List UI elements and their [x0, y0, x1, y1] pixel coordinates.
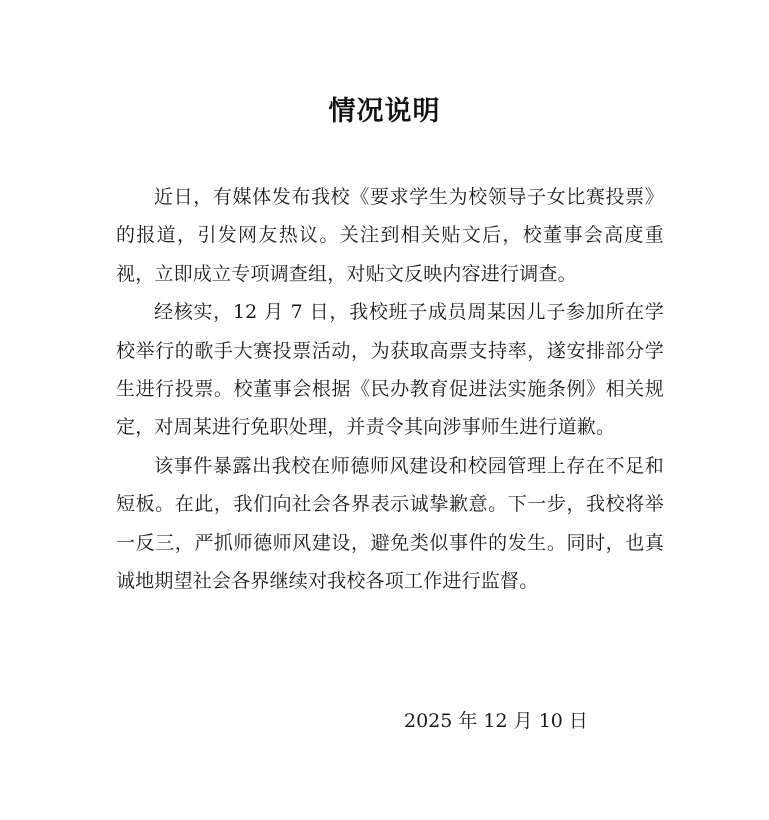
document-date: 2025 年 12 月 10 日	[404, 710, 588, 732]
document-title: 情况说明	[328, 96, 441, 127]
paragraph-2: 经核实，12 月 7 日，我校班子成员周某因儿子参加所在学校举行的歌手大赛投票活动，为获取高票支持率，遂安排部分学生进行投票。校董事会根据《民办教育促进法实施条例》相关规定，对周某进行免职处理，并责令其向涉事师生进行道歉。	[116, 301, 664, 439]
document-body	[116, 178, 664, 600]
paragraph-1: 近日，有媒体发布我校《要求学生为校领导子女比赛投票》的报道，引发网友热议。关注到相关贴文后，校董事会高度重视，立即成立专项调查组，对贴文反映内容进行调查。	[116, 186, 664, 285]
paragraph-3: 该事件暴露出我校在师德师风建设和校园管理上存在不足和短板。在此，我们向社会各界表示诚挚歉意。下一步，我校将举一反三，严抓师德师风建设，避免类似事件的发生。同时，也真诚地期望社会各界继续对我校各项工作进行监督。	[116, 454, 664, 593]
